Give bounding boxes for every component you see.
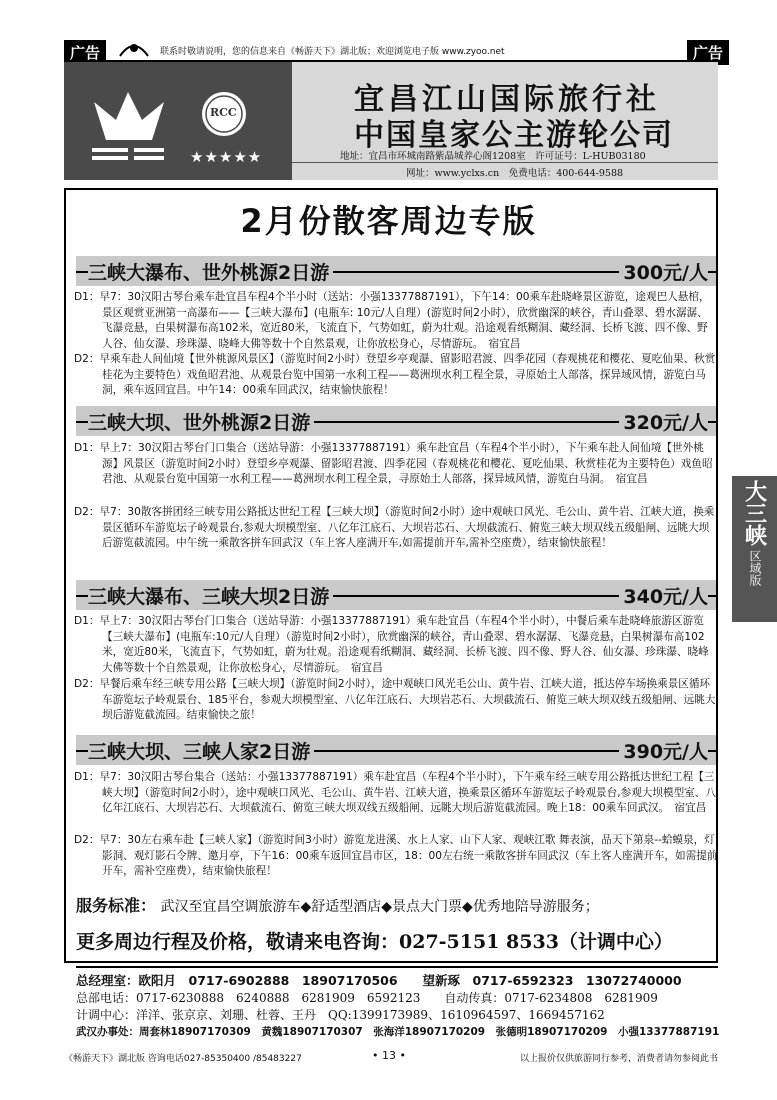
crown-logo-icon	[64, 62, 292, 180]
banner-rule	[292, 162, 718, 163]
rating-stars: ★★★★★	[190, 148, 263, 166]
contact-line: 武汉办事处：周套林18907170309 黄魏18907170307 张海洋18907170209 张德明18907170209 小强13377887191	[76, 1026, 720, 1038]
itinerary-day: D1：早上7：30汉阳古琴台门口集合（送站导游：小强13377887191）乘车赴宜昌（车程4个半小时），中餐后乘车赴晓峰旅游区游览【三峡大瀑布】(电瓶车:10元/人自理）（游览时间2小时），欣赏幽深的峡谷，青山叠翠、碧水潺潺、飞瀑竞悬，白果树瀑布高102米，宽近80米，飞流直下，气势如虹，蔚为壮观。沿途观看纸糊洞、藏经洞、长桥飞渡、四不像、野人谷、仙女瀑、珍珠瀑、晓峰大佛等数十个自然景观，让你放松身心，尽情游玩。 宿宜昌	[74, 615, 709, 674]
route-name: 三峡大瀑布、三峡大坝2日游	[88, 582, 333, 609]
route-price: 340元/人	[619, 582, 708, 609]
itinerary-day: D2：早餐后乘车经三峡专用公路【三峡大坝】（游览时间2小时），途中观峡口风光毛公山、黄牛岩、江峡大道，抵达停车场换乘景区循环车游览坛子岭观景台、185平台，参观大坝模型室、八亿年江底石、大坝岩芯石、大坝截流石、俯览三峡大坝双线五级船闸、远眺大坝后游览截流园。结束愉快之旅！	[74, 678, 716, 721]
route-header	[76, 735, 716, 765]
route-price: 320元/人	[619, 408, 708, 435]
ad-label-right: 广告	[687, 40, 729, 65]
contact-block	[76, 966, 718, 1040]
route-name: 三峡大坝、世外桃源2日游	[88, 408, 314, 435]
itinerary-day: D2：早乘车赴人间仙境【世外桃源风景区】（游览时间2小时）登望乡亭观瀑、留影昭君渡、四季花园（春观桃花和樱花、夏吃仙果、秋赏桂花为主要特色）戏鱼昭君池、从观景台览中国第一水利工程——葛洲坝水利工程全景，寻原始土人部落，探异域风情，游览白马洞，乘车返回宜昌。中午14：00乘车回武汉，结束愉快旅程！	[74, 353, 716, 396]
itinerary-day: D2：早7：30散客拼团经三峡专用公路抵达世纪工程【三峡大坝】（游览时间2小时）途中观峡口风光、毛公山、黄牛岩、江峡大道，换乘景区循环车游览坛子岭观景台,参观大坝模型室、八亿年江底石、大坝岩芯石、大坝截流石、俯览三峡大坝双线五级船闸、远眺大坝后游览截流园。中午统一乘散客拼车回武汉（车上客人座满开车,如需提前开车,需补空座费），结束愉快旅程！	[74, 506, 715, 549]
route-name: 三峡大瀑布、世外桃源2日游	[88, 258, 333, 285]
side-tab-subtitle: 区域版	[748, 550, 762, 586]
company-website: 网址：www.yclxs.cn 免费电话：400-644-9588	[406, 168, 624, 179]
route-price: 300元/人	[619, 258, 708, 285]
footer-publication: 《畅游天下》湖北版 咨询电话027-85350400 /85483227	[64, 1054, 302, 1064]
route-header	[76, 406, 716, 436]
region-side-tab	[732, 476, 777, 622]
route-header	[76, 256, 716, 286]
magazine-logo-icon	[116, 36, 152, 60]
route-header	[76, 580, 716, 610]
service-text: 武汉至宜昌空调旅游车◆舒适型酒店◆景点大门票◆优秀地陪导游服务；	[160, 899, 599, 915]
contact-line: 总部电话：0717-6230888 6240888 6281909 6592123 自动传真：0717-6234808 6281909	[76, 991, 658, 1005]
page-number: • 13 •	[372, 1049, 406, 1062]
contact-line: 总经理室：欧阳月 0717-6902888 18907170506 望新琢 0717-6592323 13072740000	[76, 973, 682, 988]
company-name-2: 中国皇家公主游轮公司	[354, 118, 674, 153]
route-name: 三峡大坝、三峡人家2日游	[88, 737, 314, 764]
itinerary-day: D1：早7：30汉阳古琴台乘车赴宜昌车程4个半小时（送站：小强13377887191），下午14：00乘车赴晓峰景区游览，途观巴人悬棺，景区观赏亚洲第一高瀑布——【三峡大瀑布】(电瓶车: 10元/人自理）(游览时间2小时），欣赏幽深的峡谷，青山叠翠、碧水潺潺、飞瀑竞悬，白果树瀑布高102米，宽近80米，飞流直下，气势如虹，蔚为壮观。沿途观看纸糊洞、藏经洞、长桥飞渡、四不像、野人谷、仙女瀑、珍珠瀑、晓峰大佛等数十个自然景观，让你放松身心，尽情游玩。 宿宜昌	[74, 291, 710, 350]
page-title: 2月份散客周边专版	[240, 202, 537, 240]
company-address: 地址：宜昌市环城南路紫晶城养心阁1208室 许可证号：L-HUB03180	[340, 151, 646, 162]
service-standard	[76, 893, 599, 916]
itinerary-day: D1：早7：30汉阳古琴台集合（送站：小强13377887191）乘车赴宜昌（车程4个半小时），下午乘车经三峡专用公路抵达世纪工程【三峡大坝】（游览时间2小时），途中观峡口风光、毛公山、黄牛岩、江峡大道，换乘景区循环车游览坛子岭观景台,参观大坝模型室、八亿年江底石、大坝岩芯石、大坝截流石、俯览三峡大坝双线五级船闸、远眺大坝后游览截流园。晚上18：00乘车回武汉。 宿宜昌	[74, 771, 716, 814]
company-name-1: 宜昌江山国际旅行社	[354, 82, 660, 117]
rcc-logo-text: RCC	[210, 106, 237, 119]
service-label: 服务标准：	[76, 896, 157, 915]
ad-label-left: 广告	[64, 40, 106, 65]
company-banner	[64, 62, 718, 180]
contact-line: 计调中心：洋洋、张京京、刘珊、杜蓉、王丹 QQ:1399173989、1610964597、1669457162	[76, 1008, 605, 1022]
side-tab-title: 大三峡	[741, 480, 768, 546]
footer-disclaimer: 以上报价仅供旅游同行参考，消费者请勿参阅此书	[519, 1054, 718, 1064]
itinerary-day: D1：早上7：30汉阳古琴台门口集合（送站导游：小强13377887191）乘车赴宜昌（车程4个半小时），下午乘车赴人间仙境【世外桃源】风景区（游览时间2小时）登望乡亭观瀑、留影昭君渡、四季花园（春观桃花和樱花、夏吃仙果、秋赏桂花为主要特色）戏鱼昭君池、从观景台览中国第一水利工程——葛洲坝水利工程全景，寻原始土人部落，探异域风情，游览白马洞。 宿宜昌	[74, 442, 713, 485]
route-price: 390元/人	[619, 737, 708, 764]
ad-notice: 联系时敬请说明，您的信息来自《畅游天下》湖北版；欢迎浏览电子版 www.zyoo.net	[160, 47, 505, 57]
more-info-hotline: 更多周边行程及价格，敬请来电咨询：027-5151 8533（计调中心）	[76, 931, 673, 953]
itinerary-day: D2：早7：30左右乘车赴【三峡人家】（游览时间3小时）游览龙进溪、水上人家、山下人家、观峡江歌 舞表演，品天下第泉--蛤蟆泉，灯影洞、观灯影石令牌、邀月亭，下午16：00乘车返回宜昌市区，18：00左右统一乘散客拼车回武汉（车上客人座满开车，如需提前开车，需补空座费），结束愉快旅程！	[74, 834, 718, 877]
